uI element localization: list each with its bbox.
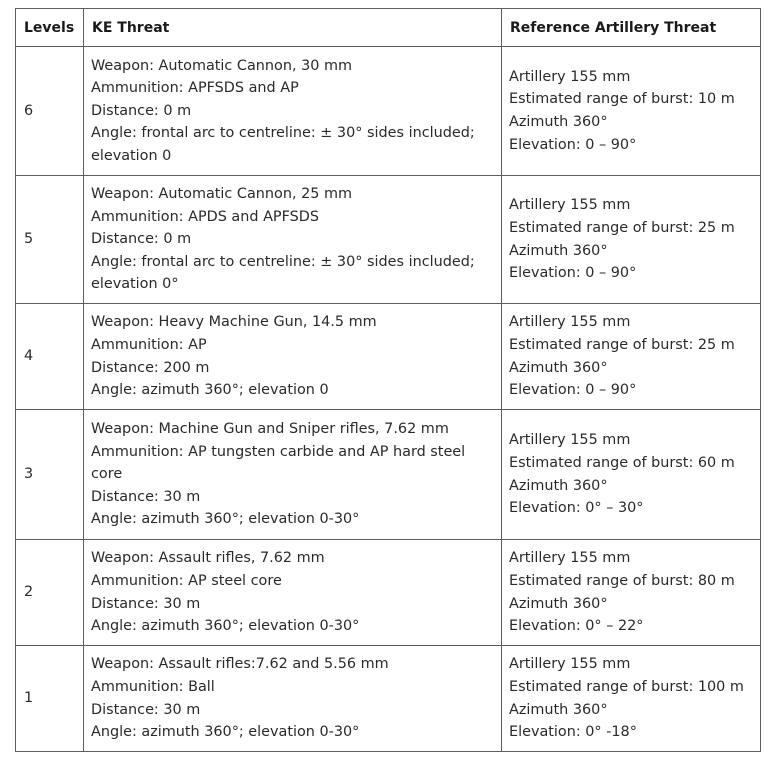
ke-angle: Angle: azimuth 360°; elevation 0 xyxy=(91,382,329,399)
table-row xyxy=(16,410,761,540)
artillery-elevation: Elevation: 0 – 90° xyxy=(509,265,637,282)
level-cell: 2 xyxy=(16,540,84,646)
artillery-azimuth: Azimuth 360° xyxy=(509,477,608,494)
artillery-azimuth: Azimuth 360° xyxy=(509,242,608,259)
ke-ammunition: Ammunition: AP xyxy=(91,336,207,353)
header-levels: Levels xyxy=(16,9,84,47)
artillery-azimuth: Azimuth 360° xyxy=(509,359,608,376)
artillery-range: Estimated range of burst: 80 m xyxy=(509,572,735,589)
table-row xyxy=(16,646,761,752)
ke-ammunition: Ammunition: APDS and APFSDS xyxy=(91,208,319,225)
artillery-type: Artillery 155 mm xyxy=(509,197,631,214)
ke-angle: Angle: azimuth 360°; elevation 0-30° xyxy=(91,511,360,528)
level-cell: 4 xyxy=(16,304,84,410)
artillery-range: Estimated range of burst: 10 m xyxy=(509,91,735,108)
artillery-threat-cell xyxy=(502,646,761,752)
ke-angle: Angle: frontal arc to centreline: ± 30° sides included; elevation 0 xyxy=(91,125,475,164)
artillery-type: Artillery 155 mm xyxy=(509,432,631,449)
artillery-range: Estimated range of burst: 60 m xyxy=(509,454,735,471)
ke-ammunition: Ammunition: Ball xyxy=(91,678,215,695)
ke-distance: Distance: 0 m xyxy=(91,231,192,248)
level-cell: 3 xyxy=(16,410,84,540)
artillery-type: Artillery 155 mm xyxy=(509,314,631,331)
artillery-type: Artillery 155 mm xyxy=(509,68,631,85)
ke-distance: Distance: 30 m xyxy=(91,701,201,718)
artillery-range: Estimated range of burst: 25 m xyxy=(509,336,735,353)
artillery-threat-cell xyxy=(502,540,761,646)
table-row xyxy=(16,304,761,410)
artillery-range: Estimated range of burst: 25 m xyxy=(509,219,735,236)
ke-distance: Distance: 30 m xyxy=(91,595,201,612)
table-row xyxy=(16,47,761,176)
level-cell: 5 xyxy=(16,176,84,304)
artillery-range: Estimated range of burst: 100 m xyxy=(509,678,744,695)
ke-distance: Distance: 30 m xyxy=(91,488,201,505)
level-cell: 6 xyxy=(16,47,84,176)
table-row xyxy=(16,540,761,646)
artillery-threat-cell xyxy=(502,304,761,410)
ke-weapon: Weapon: Assault rifles, 7.62 mm xyxy=(91,550,325,567)
artillery-azimuth: Azimuth 360° xyxy=(509,595,608,612)
ke-distance: Distance: 0 m xyxy=(91,102,192,119)
ke-threat-cell xyxy=(84,304,502,410)
ke-threat-cell xyxy=(84,540,502,646)
level-cell: 1 xyxy=(16,646,84,752)
artillery-threat-cell xyxy=(502,176,761,304)
header-ke-threat: KE Threat xyxy=(84,9,502,47)
artillery-type: Artillery 155 mm xyxy=(509,656,631,673)
threat-levels-table xyxy=(15,8,761,752)
artillery-azimuth: Azimuth 360° xyxy=(509,701,608,718)
ke-weapon: Weapon: Heavy Machine Gun, 14.5 mm xyxy=(91,314,377,331)
ke-threat-cell xyxy=(84,47,502,176)
ke-threat-cell xyxy=(84,410,502,540)
ke-ammunition: Ammunition: AP steel core xyxy=(91,572,282,589)
ke-angle: Angle: frontal arc to centreline: ± 30° sides included; elevation 0° xyxy=(91,253,475,293)
ke-threat-cell xyxy=(84,646,502,752)
artillery-azimuth: Azimuth 360° xyxy=(509,114,608,130)
table-row xyxy=(16,176,761,304)
ke-weapon: Weapon: Automatic Cannon, 30 mm xyxy=(91,57,353,74)
ke-angle: Angle: azimuth 360°; elevation 0-30° xyxy=(91,724,360,741)
ke-angle: Angle: azimuth 360°; elevation 0-30° xyxy=(91,618,360,635)
ke-weapon: Weapon: Machine Gun and Sniper rifles, 7.62 mm xyxy=(91,421,449,438)
artillery-elevation: Elevation: 0 – 90° xyxy=(509,136,637,153)
ke-distance: Distance: 200 m xyxy=(91,359,210,376)
artillery-elevation: Elevation: 0° – 30° xyxy=(509,500,644,517)
artillery-threat-cell xyxy=(502,410,761,540)
ke-threat-cell xyxy=(84,176,502,304)
header-artillery-threat: Reference Artillery Threat xyxy=(502,9,761,47)
artillery-elevation: Elevation: 0° -18° xyxy=(509,724,637,741)
ke-ammunition: Ammunition: AP tungsten carbide and AP hard steel core xyxy=(91,443,466,483)
artillery-type: Artillery 155 mm xyxy=(509,550,631,567)
artillery-elevation: Elevation: 0° – 22° xyxy=(509,618,644,635)
table-header-row xyxy=(16,9,761,47)
ke-weapon: Weapon: Assault rifles:7.62 and 5.56 mm xyxy=(91,656,389,673)
artillery-threat-cell xyxy=(502,47,761,176)
artillery-elevation: Elevation: 0 – 90° xyxy=(509,382,637,399)
ke-weapon: Weapon: Automatic Cannon, 25 mm xyxy=(91,186,353,203)
ke-ammunition: Ammunition: APFSDS and AP xyxy=(91,80,299,97)
